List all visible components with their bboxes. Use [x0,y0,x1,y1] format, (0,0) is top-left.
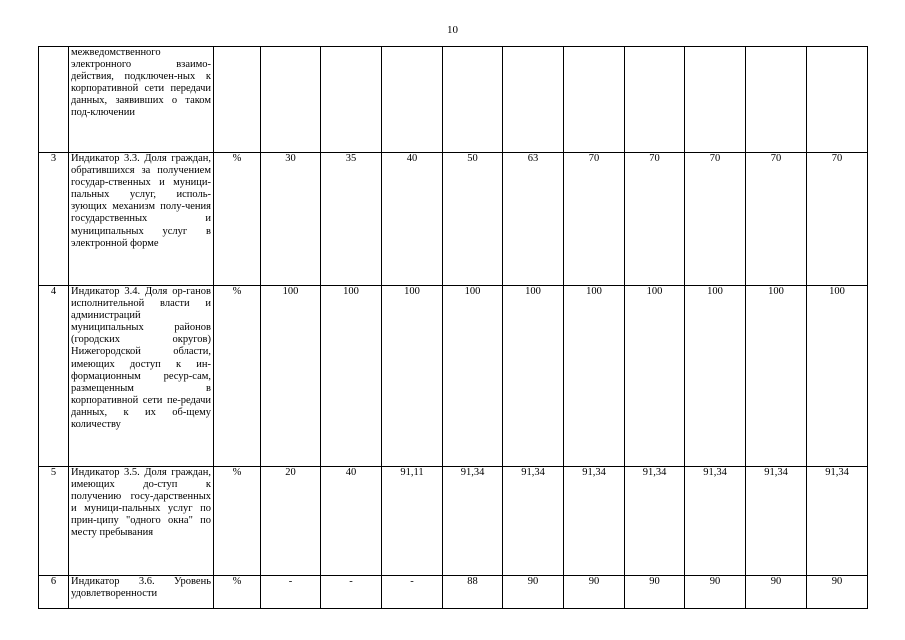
value-cell: - [321,576,382,609]
value-cell [685,47,746,153]
row-number: 5 [39,467,69,576]
indicator-description: Индикатор 3.6. Уровень удовлетворенности [69,576,214,609]
value-cell: 100 [564,286,625,467]
value-cell: 100 [443,286,503,467]
value-cell [746,47,807,153]
indicator-description: Индикатор 3.5. Доля граждан, имеющих до-ступ к получению госу-дарственных и муници-пальных услуг по прин-ципу "одного окна" по месту пребывания [69,467,214,576]
value-cell: 90 [807,576,868,609]
value-cell: 91,34 [746,467,807,576]
table-row [39,286,868,467]
value-cell: 100 [321,286,382,467]
page-number: 10 [447,24,458,36]
value-cell: 100 [503,286,564,467]
value-cell: 90 [564,576,625,609]
unit-cell: % [214,286,261,467]
value-cell: 91,34 [503,467,564,576]
value-cell: 91,34 [625,467,685,576]
value-cell: 90 [625,576,685,609]
value-cell: 70 [625,153,685,286]
value-cell [625,47,685,153]
table-row [39,467,868,576]
value-cell: 91,34 [685,467,746,576]
value-cell [564,47,625,153]
unit-cell [214,47,261,153]
value-cell: 91,34 [443,467,503,576]
table-row [39,153,868,286]
value-cell: 100 [382,286,443,467]
indicator-description: Индикатор 3.3. Доля граждан, обратившихся за получением государ-ственных и муници-пальных услуг, исполь-зующих механизм полу-чения государственных и муниципальных услуг в электронной форме [69,153,214,286]
value-cell: 88 [443,576,503,609]
value-cell [807,47,868,153]
value-cell: - [382,576,443,609]
unit-cell: % [214,576,261,609]
value-cell: 100 [685,286,746,467]
value-cell [443,47,503,153]
value-cell: 90 [746,576,807,609]
value-cell: 100 [746,286,807,467]
value-cell: 91,11 [382,467,443,576]
value-cell [503,47,564,153]
row-number: 4 [39,286,69,467]
row-number [39,47,69,153]
value-cell: 91,34 [807,467,868,576]
value-cell: 100 [261,286,321,467]
value-cell [382,47,443,153]
unit-cell: % [214,467,261,576]
indicator-table [38,46,868,609]
value-cell: 70 [685,153,746,286]
table-row [39,47,868,153]
indicator-description: Индикатор 3.4. Доля ор-ганов исполнительной власти и администраций муниципальных районов (городских округов) Нижегородской области, имеющих доступ к ин-формационным ресур-сам, размещенным в корпоративной сети пе-редачи данных, к их об-щему количеству [69,286,214,467]
row-number: 6 [39,576,69,609]
indicator-description: межведомственного электронного взаимо-действия, подключен-ных к корпоративной сети передачи данных, заявивших о таком под-ключении [69,47,214,153]
value-cell: 40 [321,467,382,576]
unit-cell: % [214,153,261,286]
value-cell: - [261,576,321,609]
value-cell: 63 [503,153,564,286]
value-cell: 70 [807,153,868,286]
value-cell: 100 [625,286,685,467]
value-cell: 30 [261,153,321,286]
value-cell: 90 [685,576,746,609]
value-cell: 50 [443,153,503,286]
value-cell: 70 [564,153,625,286]
table-row [39,576,868,609]
value-cell [321,47,382,153]
value-cell [261,47,321,153]
value-cell: 100 [807,286,868,467]
value-cell: 20 [261,467,321,576]
row-number: 3 [39,153,69,286]
value-cell: 40 [382,153,443,286]
value-cell: 90 [503,576,564,609]
value-cell: 91,34 [564,467,625,576]
value-cell: 70 [746,153,807,286]
value-cell: 35 [321,153,382,286]
